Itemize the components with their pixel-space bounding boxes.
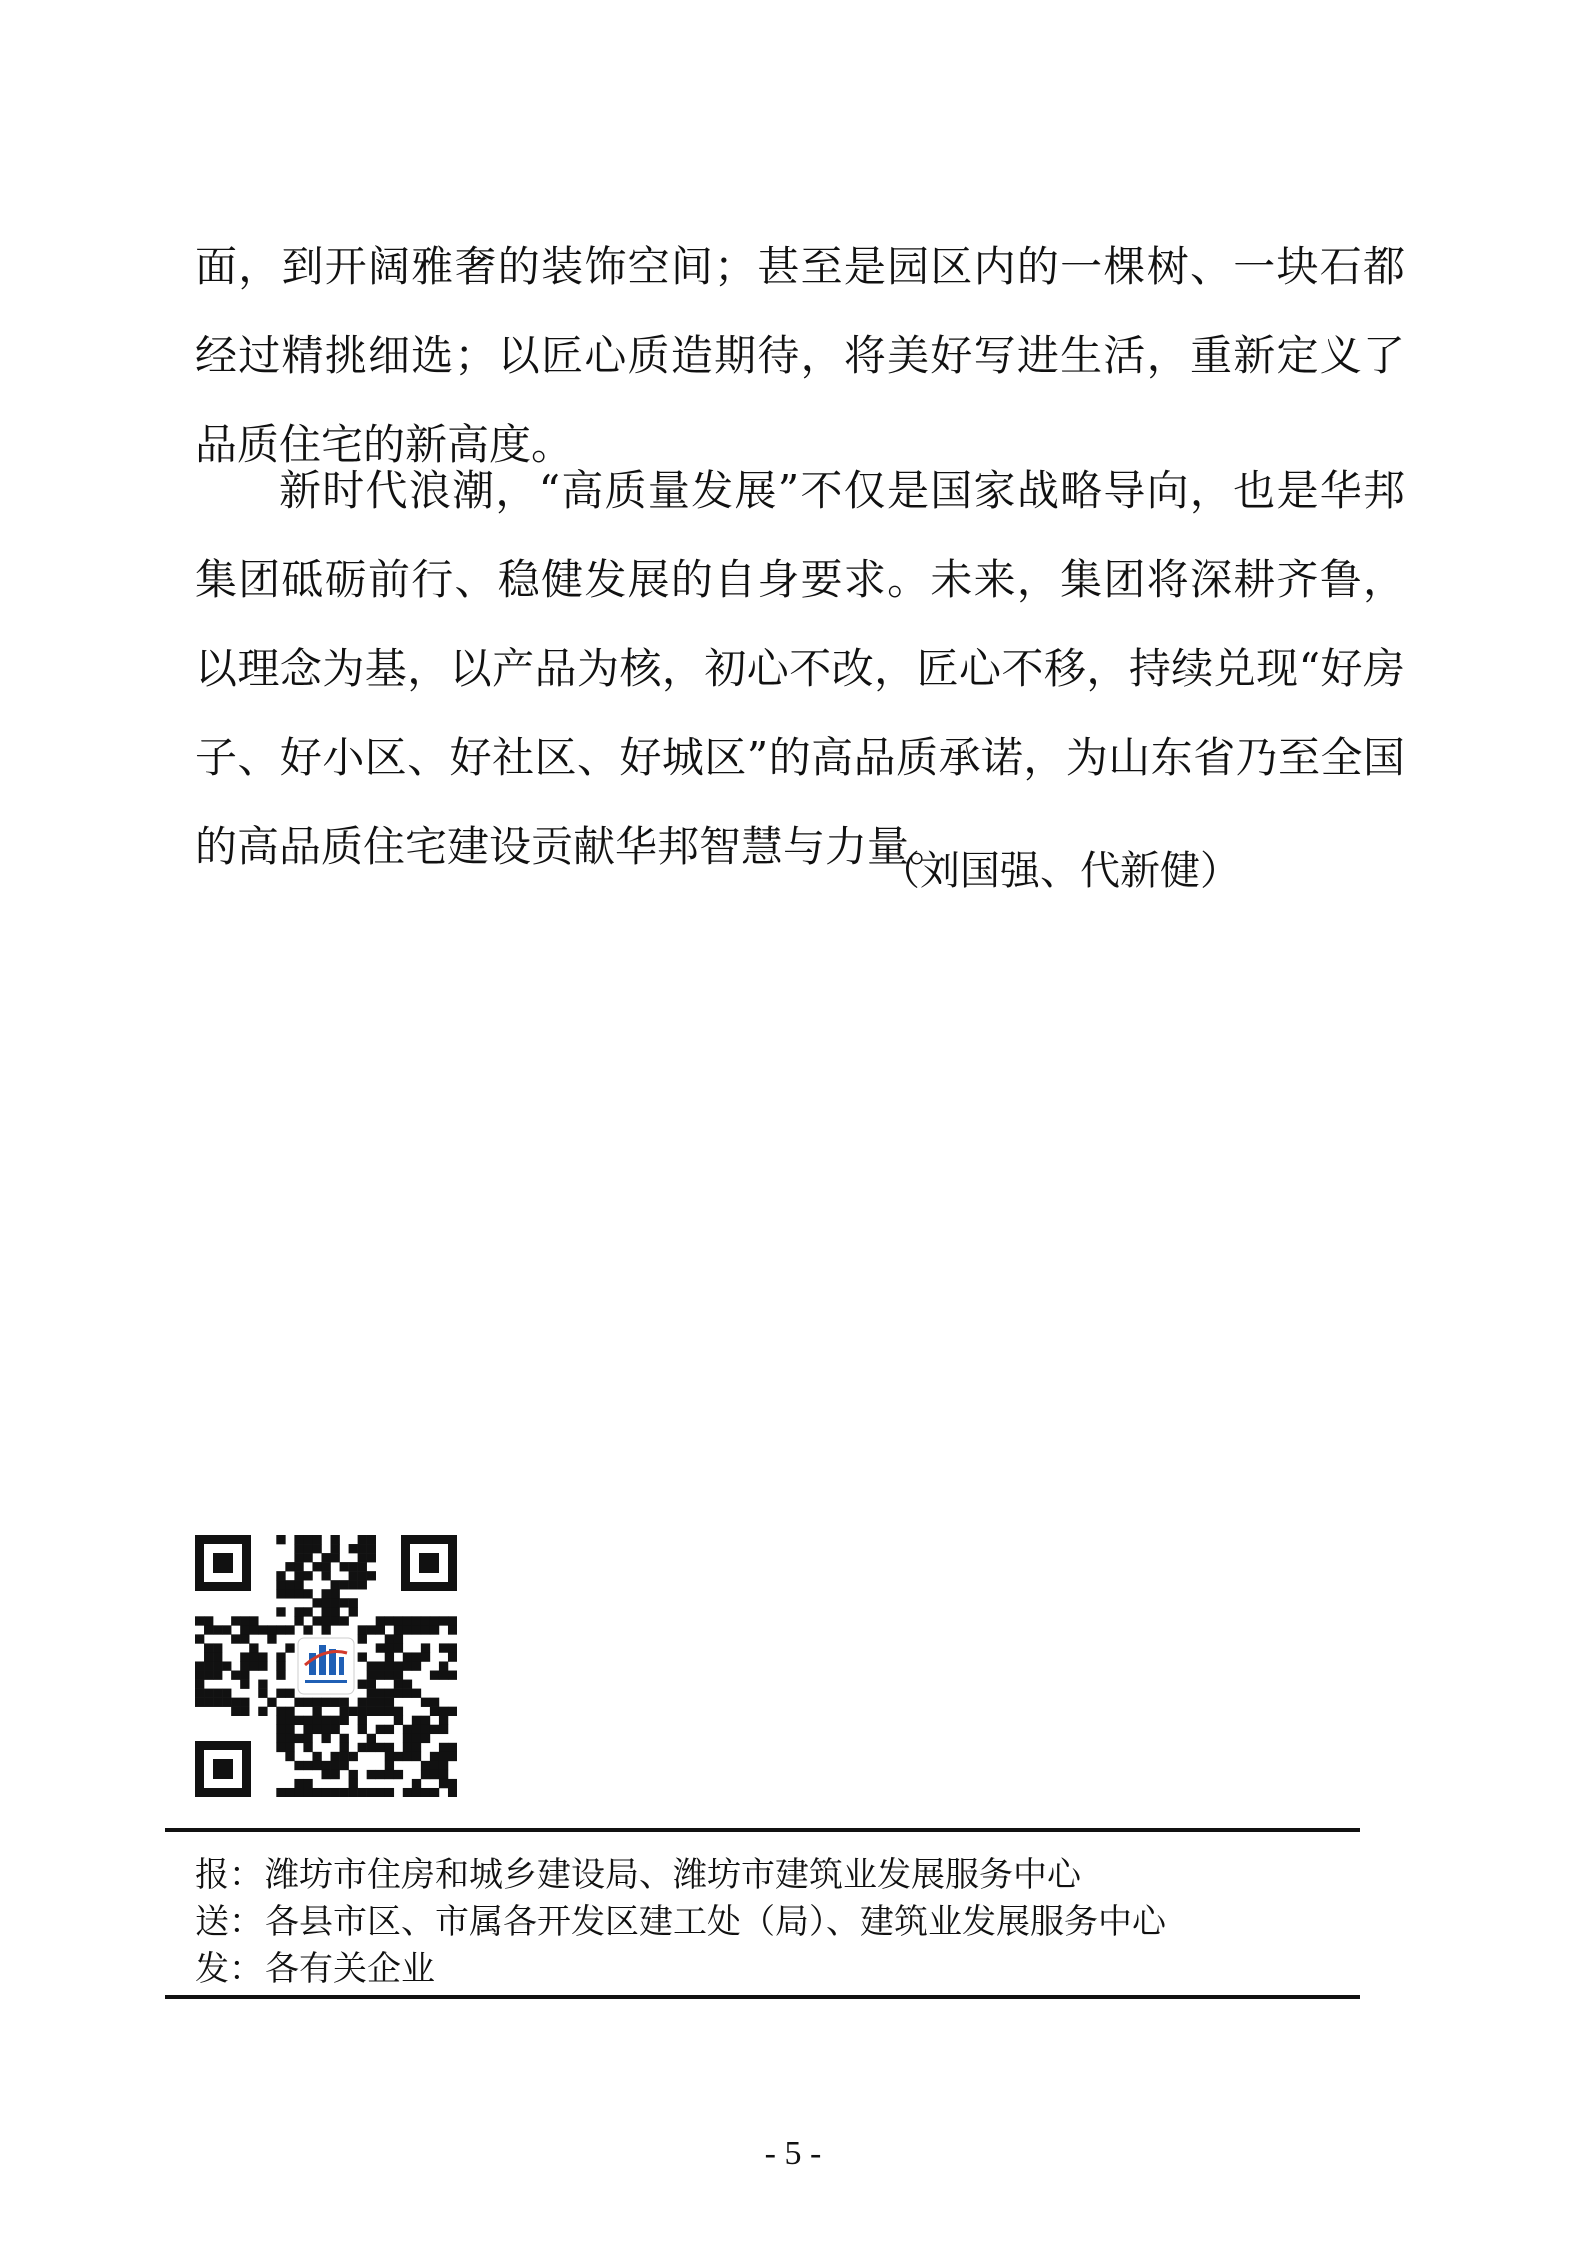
send-label: 送：	[195, 1902, 263, 1942]
issue-label: 发：	[195, 1949, 263, 1989]
qr-code-icon	[195, 1535, 457, 1797]
body-paragraph-2: 新时代浪潮，“高质量发展”不仅是国家战略导向，也是华邦集团砥砺前行、稳健发展的自身要求。未来，集团将深耕齐鲁，以理念为基，以产品为核，初心不改，匠心不移，持续兑现“好房子、好小区、好社区、好城区”的高品质承诺，为山东省乃至全国的高品质住宅建设贡献华邦智慧与力量。	[195, 466, 1405, 871]
distribution-top-rule	[165, 1828, 1360, 1832]
issue-recipients: 各有关企业	[265, 1949, 435, 1989]
report-label: 报：	[195, 1855, 263, 1895]
distribution-issue-row	[195, 1945, 435, 1993]
org-logo-icon	[298, 1638, 354, 1694]
distribution-bottom-rule	[165, 1995, 1360, 1999]
send-recipients: 各县市区、市属各开发区建工处（局）、建筑业发展服务中心	[265, 1902, 1166, 1942]
report-recipients: 潍坊市住房和城乡建设局、潍坊市建筑业发展服务中心	[265, 1855, 1081, 1895]
distribution-report-row	[195, 1851, 1081, 1899]
page-number: - 5 -	[764, 2135, 822, 2172]
author-line: （刘国强、代新健）	[880, 848, 1240, 894]
body-paragraph-1: 面，到开阔雅奢的装饰空间；甚至是园区内的一棵树、一块石都经过精挑细选；以匠心质造期待，将美好写进生活，重新定义了品质住宅的新高度。	[195, 242, 1405, 469]
distribution-send-row	[195, 1898, 1166, 1946]
